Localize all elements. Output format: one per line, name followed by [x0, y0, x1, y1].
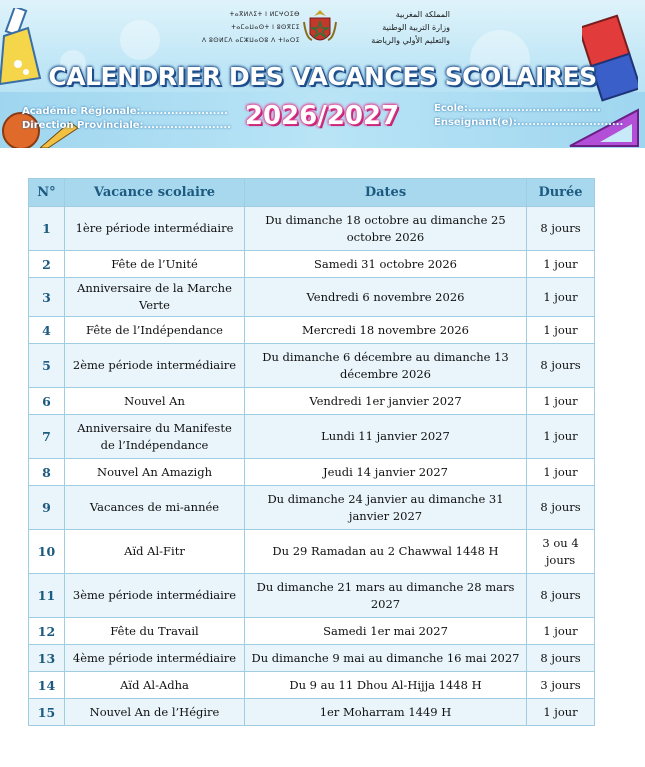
- vacance-dates: Vendredi 1er janvier 2027: [245, 388, 527, 415]
- vacance-duree: 3 jours: [527, 672, 595, 699]
- vacance-duree: 1 jour: [527, 699, 595, 726]
- vacance-name: Nouvel An: [65, 388, 245, 415]
- column-header-vacance: Vacance scolaire: [65, 179, 245, 207]
- table-row: [29, 344, 595, 388]
- row-number: 15: [29, 699, 65, 726]
- ministry-name-arabic: المملكة المغربية وزارة التربية الوطنية والتعليم الأولي والرياضة: [371, 10, 450, 45]
- vacance-name: Aïd Al-Fitr: [65, 530, 245, 574]
- vacance-name: 4ème période intermédiaire: [65, 645, 245, 672]
- table-row: [29, 278, 595, 317]
- row-number: 2: [29, 251, 65, 278]
- row-number: 8: [29, 459, 65, 486]
- column-header-dates: Dates: [245, 179, 527, 207]
- vacance-duree: 8 jours: [527, 207, 595, 251]
- vacation-table: [28, 178, 595, 726]
- table-row: [29, 672, 595, 699]
- column-header-duree: Durée: [527, 179, 595, 207]
- vacance-name: 3ème période intermédiaire: [65, 574, 245, 618]
- direction-field: Direction Provinciale:.......................: [22, 120, 231, 131]
- vacance-duree: 1 jour: [527, 618, 595, 645]
- row-number: 7: [29, 415, 65, 459]
- enseignant-field: Enseignant(e):............................: [434, 117, 624, 128]
- table-row: [29, 388, 595, 415]
- vacance-duree: 1 jour: [527, 251, 595, 278]
- vacance-dates: Du dimanche 18 octobre au dimanche 25 octobre 2026: [245, 207, 527, 251]
- vacance-name: Fête du Travail: [65, 618, 245, 645]
- vacance-name: Nouvel An de l’Hégire: [65, 699, 245, 726]
- row-number: 10: [29, 530, 65, 574]
- row-number: 14: [29, 672, 65, 699]
- vacance-name: Anniversaire du Manifeste de l’Indépendance: [65, 415, 245, 459]
- row-number: 1: [29, 207, 65, 251]
- table-row: [29, 699, 595, 726]
- header-banner: [0, 0, 645, 148]
- academie-field: Académie Régionale:.......................: [22, 106, 228, 117]
- row-number: 11: [29, 574, 65, 618]
- royal-emblem-icon: [302, 8, 338, 48]
- ecole-field: Ecole:...................................: [434, 103, 601, 114]
- column-header-number: N°: [29, 179, 65, 207]
- vacance-name: Aïd Al-Adha: [65, 672, 245, 699]
- vacance-name: Nouvel An Amazigh: [65, 459, 245, 486]
- vacance-duree: 8 jours: [527, 486, 595, 530]
- row-number: 4: [29, 317, 65, 344]
- vacance-dates: Samedi 1er mai 2027: [245, 618, 527, 645]
- ministry-name-tifinagh: ⵜⴰⴳⵍⴷⵉⵜ ⵏ ⵍⵎⵖⵔⵉⴱ ⵜⴰⵎⴰⵡⴰⵙⵜ ⵏ ⵓⵙⴳⵎⵉ ⴷ ⵓⵙⵍⵎⴷ ⴰⵎⵣⵡⴰⵔⵓ ⴷ ⵜⵏⴰⵔⵉ: [202, 11, 300, 44]
- vacance-duree: 1 jour: [527, 278, 595, 317]
- table-row: [29, 415, 595, 459]
- vacance-dates: Mercredi 18 novembre 2026: [245, 317, 527, 344]
- row-number: 9: [29, 486, 65, 530]
- table-row: [29, 645, 595, 672]
- page-title: CALENDRIER DES VACANCES SCOLAIRES: [48, 62, 597, 91]
- set-square-icon: [560, 108, 640, 148]
- table-row: [29, 530, 595, 574]
- row-number: 6: [29, 388, 65, 415]
- vacance-name: 2ème période intermédiaire: [65, 344, 245, 388]
- vacance-dates: Lundi 11 janvier 2027: [245, 415, 527, 459]
- vacance-name: Vacances de mi-année: [65, 486, 245, 530]
- vacance-duree: 3 ou 4 jours: [527, 530, 595, 574]
- table-row: [29, 317, 595, 344]
- vacance-duree: 8 jours: [527, 344, 595, 388]
- vacance-dates: Samedi 31 octobre 2026: [245, 251, 527, 278]
- vacance-duree: 1 jour: [527, 317, 595, 344]
- table-row: [29, 486, 595, 530]
- vacance-dates: Jeudi 14 janvier 2027: [245, 459, 527, 486]
- table-row: [29, 574, 595, 618]
- vacance-duree: 1 jour: [527, 459, 595, 486]
- vacance-name: Fête de l’Unité: [65, 251, 245, 278]
- vacance-dates: 1er Moharram 1449 H: [245, 699, 527, 726]
- table-row: [29, 459, 595, 486]
- vacance-name: Anniversaire de la Marche Verte: [65, 278, 245, 317]
- vacance-dates: Du 9 au 11 Dhou Al-Hijja 1448 H: [245, 672, 527, 699]
- bubble-decoration: [120, 20, 160, 60]
- row-number: 3: [29, 278, 65, 317]
- school-year: 2026/2027: [244, 101, 400, 131]
- vacance-duree: 1 jour: [527, 388, 595, 415]
- table-row: [29, 618, 595, 645]
- row-number: 5: [29, 344, 65, 388]
- vacance-name: 1ère période intermédiaire: [65, 207, 245, 251]
- vacance-dates: Vendredi 6 novembre 2026: [245, 278, 527, 317]
- vacance-dates: Du dimanche 6 décembre au dimanche 13 décembre 2026: [245, 344, 527, 388]
- vacance-dates: Du dimanche 24 janvier au dimanche 31 janvier 2027: [245, 486, 527, 530]
- table-row: [29, 207, 595, 251]
- vacance-dates: Du 29 Ramadan au 2 Chawwal 1448 H: [245, 530, 527, 574]
- table-row: [29, 251, 595, 278]
- vacance-duree: 8 jours: [527, 574, 595, 618]
- vacance-dates: Du dimanche 9 mai au dimanche 16 mai 2027: [245, 645, 527, 672]
- table-header-row: [29, 179, 595, 207]
- vacance-name: Fête de l’Indépendance: [65, 317, 245, 344]
- vacance-duree: 8 jours: [527, 645, 595, 672]
- row-number: 13: [29, 645, 65, 672]
- vacance-dates: Du dimanche 21 mars au dimanche 28 mars 2027: [245, 574, 527, 618]
- row-number: 12: [29, 618, 65, 645]
- vacance-duree: 1 jour: [527, 415, 595, 459]
